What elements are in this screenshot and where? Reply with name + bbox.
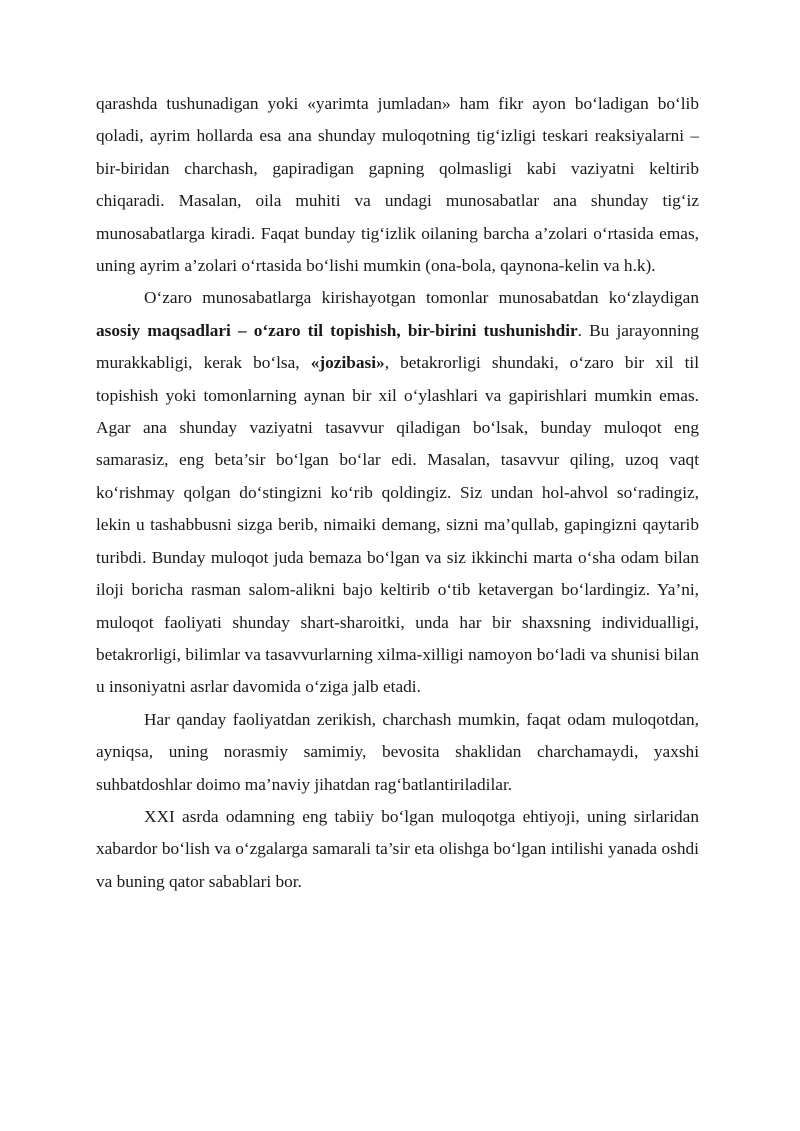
paragraph-2-text-c: , betakrorligi shundaki, o‘zaro bir xil til topishish yoki tomonlarning aynan bir xil o‘ylashlari va gapirishlari mumkin emas. Agar ana shunday vaziyatni tasavvur qiladigan bo‘lsak, bunday muloqot eng samarasiz, eng beta’sir bo‘lgan bo‘lar edi. Masalan, tasavvur qiling, uzoq vaqt ko‘rishmay qolgan do‘stingizni ko‘rib qoldingiz. Siz undan hol-ahvol so‘radingiz, lekin u tashabbusni sizga berib, nimaiki demang, sizni ma’qullab, gapingizni qaytarib turibdi. Bunday muloqot juda bemaza bo‘lgan va siz ikkinchi marta o‘sha odam bilan iloji boricha rasman salom-alikni bajo keltirib o‘tib ketavergan bo‘lardingiz. Ya’ni, muloqot faoliyati shunday shart-sharoitki, unda har bir shaxsning individualligi, betakrorligi, bilimlar va tasavvurlarning xilma-xilligi namoyon bo‘ladi va shunisi bilan u insoniyatni asrlar davomida o‘ziga jalb etadi.	[96, 353, 700, 697]
document-page	[96, 88, 699, 898]
paragraph-2-text-a: O‘zaro munosabatlarga kirishayotgan tomonlar munosabatdan ko‘zlaydigan	[144, 288, 699, 308]
paragraph-2-text-b: . Bu jarayonning murakkabligi, kerak bo‘lsa,	[96, 320, 699, 373]
paragraph-1-text: qarashda tushunadigan yoki «yarimta jumladan» ham fikr ayon bo‘ladigan bo‘lib qoladi, ayrim hollarda esa ana shunday muloqotning tig‘izligi teskari reaksiyalarni – bir-biridan charchash, gapiradigan gapning qolmasligi kabi vaziyatni keltirib chiqaradi. Masalan, oila muhiti va undagi munosabatlar ana shunday tig‘iz munosabatlarga kiradi. Faqat bunday tig‘izlik oilaning barcha a’zolari o‘rtasida emas, uning ayrim a’zolari o‘rtasida bo‘lishi mumkin (ona-bola, qaynona-kelin va h.k).	[96, 94, 699, 276]
paragraph-2-bold-goals: asosiy maqsadlari – o‘zaro til topishish, bir-birini tushunishdir	[96, 320, 578, 340]
paragraph-4	[96, 801, 699, 898]
paragraph-2	[96, 282, 699, 703]
paragraph-1	[96, 88, 699, 282]
paragraph-4-text: XXI asrda odamning eng tabiiy bo‘lgan muloqotga ehtiyoji, uning sirlaridan xabardor bo‘lish va o‘zgalarga samarali ta’sir eta olishga bo‘lgan intilishi yanada oshdi va buning qator sabablari bor.	[96, 806, 699, 891]
paragraph-2-bold-jozibasi: «jozibasi»	[310, 353, 385, 373]
paragraph-3-text: Har qanday faoliyatdan zerikish, charchash mumkin, faqat odam muloqotdan, ayniqsa, uning norasmiy samimiy, bevosita shaklidan charchamaydi, yaxshi suhbatdoshlar doimo ma’naviy jihatdan rag‘batlantiriladilar.	[96, 709, 699, 794]
paragraph-3	[96, 704, 699, 801]
